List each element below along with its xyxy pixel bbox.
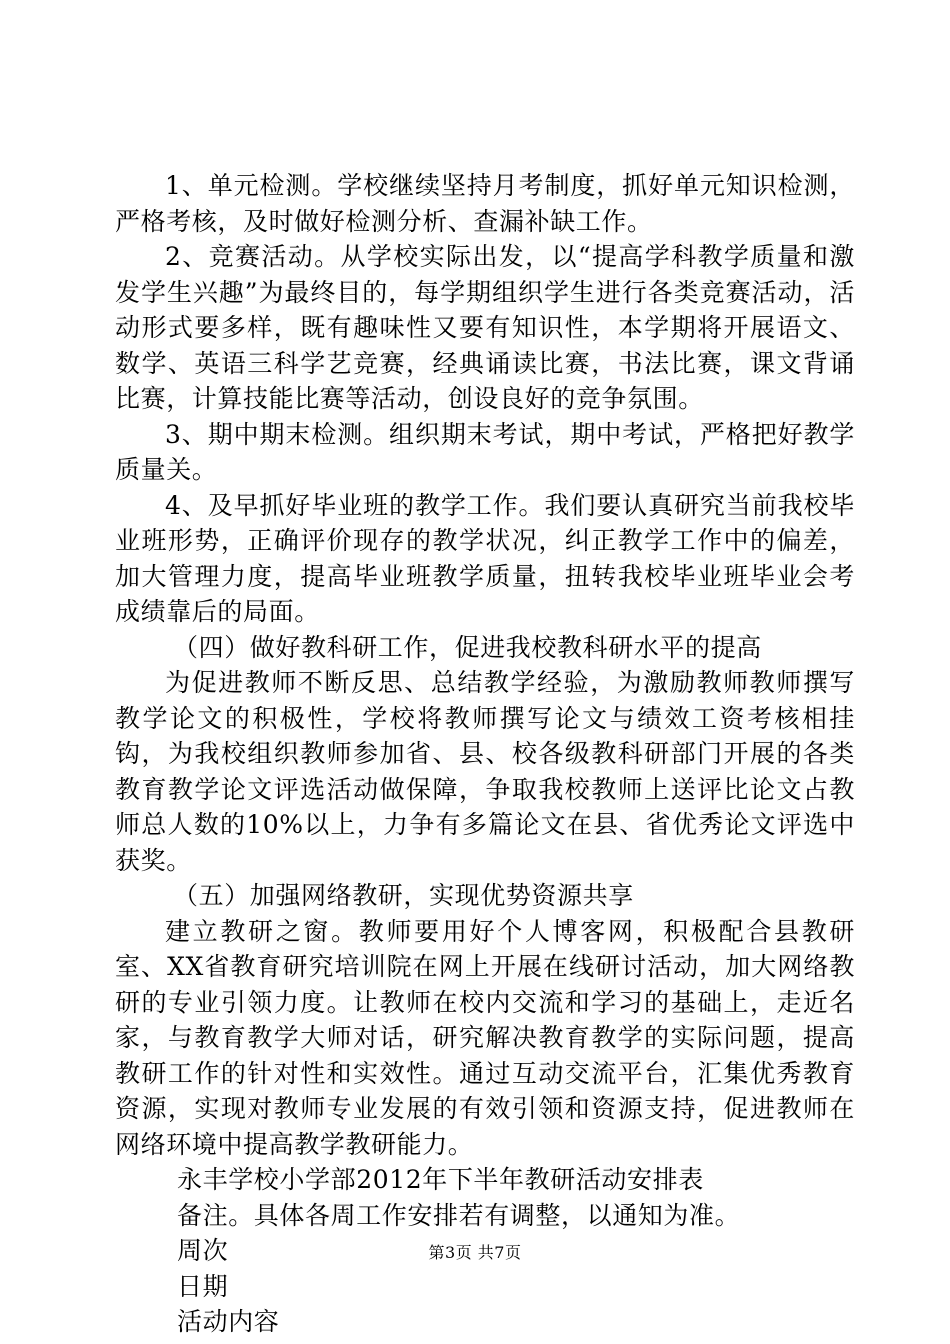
section-heading-research: （四）做好教科研工作，促进我校教科研水平的提高 [173,632,762,662]
document-body [115,168,855,1340]
paragraph-competition: 2、竞赛活动。从学校实际出发，以“提高学科教学质量和激发学生兴趣”为最终目的，每学期组织学生进行各类竞赛活动，活动形式要多样，既有趣味性又要有知识性，本学期将开展语文、数学、英语三科学艺竞赛，经典诵读比赛，书法比赛，课文背诵比赛，计算技能比赛等活动，创设良好的竞争氛围。 [115,242,855,413]
paragraph-network: 建立教研之窗。教师要用好个人博客网，积极配合县教研室、XX省教育研究培训院在网上开展在线研讨活动，加大网络教研的专业引领力度。让教师在校内交流和学习的基础上，走近名家，与教育教学大师对话，研究解决教育教学的实际问题，提高教研工作的针对性和实效性。通过互动交流平台，汇集优秀教育资源，实现对教师专业发展的有效引领和资源支持，促进教师在网络环境中提高教学教研能力。 [115,916,855,1159]
schedule-column-date: 日期 [177,1271,229,1301]
paragraph-exams: 3、期中期末检测。组织期末考试，期中考试，严格把好教学质量关。 [115,419,855,484]
page-number: 第3页 共7页 [428,1243,522,1262]
paragraph-graduating-class: 4、及早抓好毕业班的教学工作。我们要认真研究当前我校毕业班形势，正确评价现存的教学状况，纠正教学工作中的偏差，加大管理力度，提高毕业班教学质量，扭转我校毕业班毕业会考成绩靠后的局面。 [115,490,855,626]
schedule-note: 备注。具体各周工作安排若有调整，以通知为准。 [177,1200,741,1230]
section-heading-network: （五）加强网络教研，实现优势资源共享 [173,881,634,910]
paragraph-research: 为促进教师不断反思、总结教学经验，为激励教师教师撰写教学论文的积极性，学校将教师撰写论文与绩效工资考核相挂钩，为我校组织教师参加省、县、校各级教科研部门开展的各类教育教学论文评选活动做保障，争取我校教师上送评比论文占教师总人数的10%以上，力争有多篇论文在县、省优秀论文评选中获奖。 [115,668,855,875]
schedule-column-week: 周次 [177,1236,229,1265]
schedule-column-content: 活动内容 [177,1307,280,1336]
schedule-title: 永丰学校小学部2012年下半年教研活动安排表 [177,1165,704,1194]
paragraph-unit-test: 1、单元检测。学校继续坚持月考制度，抓好单元知识检测，严格考核，及时做好检测分析、查漏补缺工作。 [115,171,855,236]
